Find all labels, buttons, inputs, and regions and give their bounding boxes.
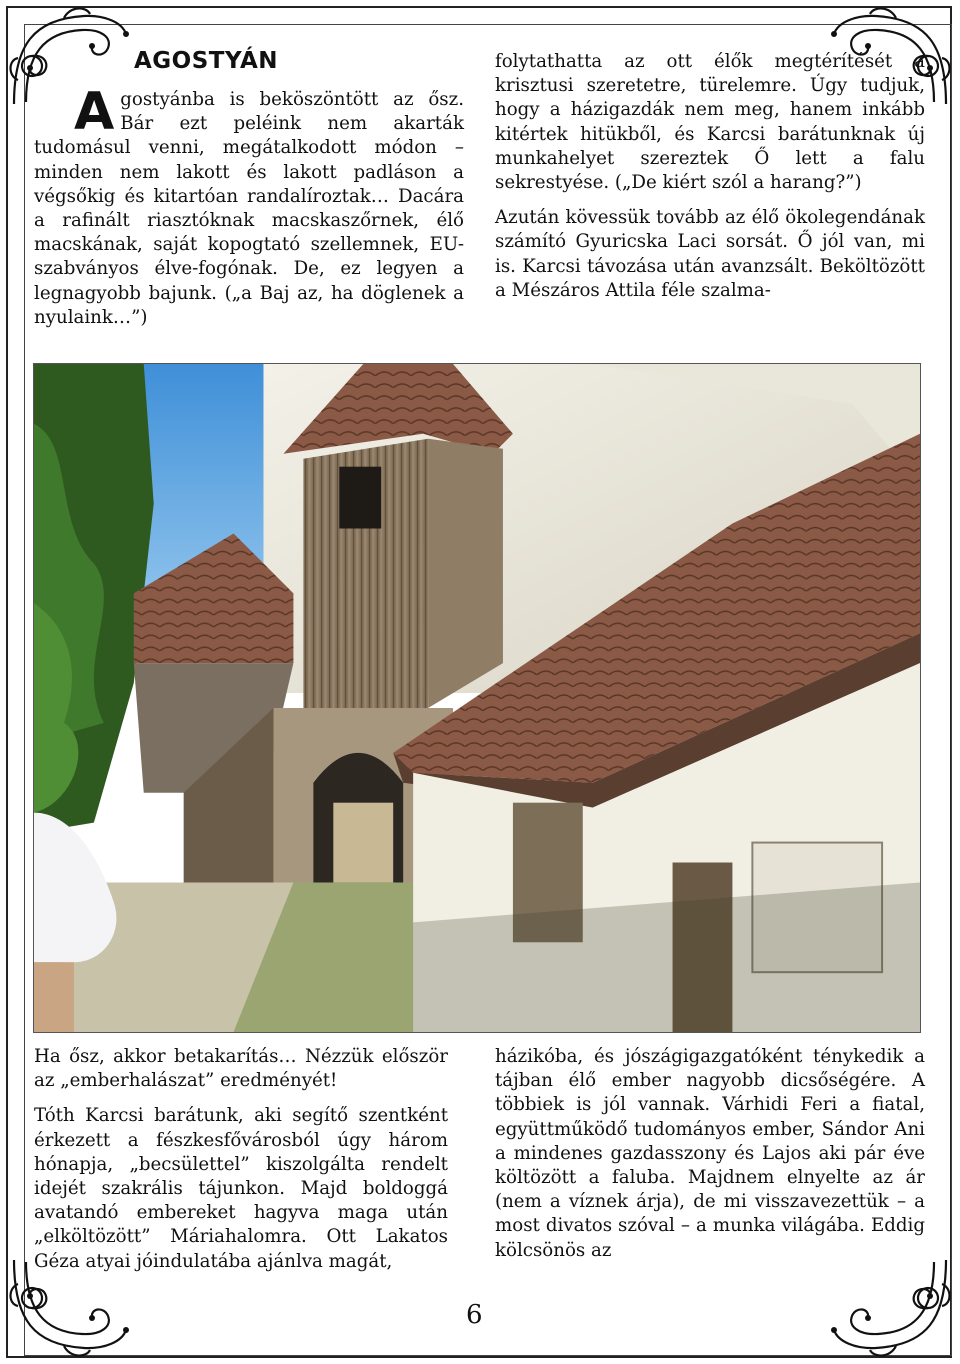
intro-paragraph [34, 82, 464, 330]
right-bottom-column [495, 1045, 925, 1274]
intro-column [34, 82, 464, 341]
article-title: AGOSTYÁN [134, 48, 278, 74]
paragraph: Ha ősz, akkor betakarítás… Nézzük először az „emberhalászat” eredményét! [34, 1046, 448, 1092]
right-top-column [495, 50, 925, 314]
village-bell-tower-photo [33, 363, 921, 1033]
left-bottom-column [34, 1045, 448, 1285]
paragraph: folytathatta az ott élők megtérítését a krisztusi szeretetre, türelemre. Úgy tudjuk, hogy a házigazdák nem meg, hanem inkább kitértek hitükből, és Karcsi barátunknak új munkahelyet szereztek Ő lett a falu sekrestyése. („De kiért szól a harang?”) [495, 51, 925, 194]
drop-cap: A [74, 82, 115, 142]
intro-text: gostyánba is beköszöntött az ősz. Bár ezt peléink nem akarták tudomásul venni, megátalkodott módon – minden nem lakott és lakott padláson a végsőkig és kitartóan randalíroztak… Dacára a rafinált riasztóknak macskaszőrnek, élő macskának, saját kopogtató szellemnek, EU-szabványos élve-fogónak. De, ez legyen a legnagyobb bajunk. („a Baj az, ha döglenek a nyulaink…”) [34, 89, 464, 328]
paragraph: Tóth Karcsi barátunk, aki segítő szentként érkezett a fészkesfővárosból úgy három hónapja, „becsülettel” kiszolgálta rendelt idejét szakrális tájunkon. Majd boldoggá avatandó embereket hagyva maga után „elköltözött” Máriahalomra. Ott Lakatos Géza atyai jóindulatába ajánlva magát, [34, 1105, 448, 1272]
page-number: 6 [466, 1300, 483, 1330]
paragraph: Azután kövessük tovább az élő ökolegendának számító Gyuricska Laci sorsát. Ő jól van, mi is. Karcsi távozása után avanzsált. Beköltözött a Mészáros Attila féle szalma- [495, 207, 925, 301]
paragraph: házikóba, és jószágigazgatóként ténykedik a tájban élő ember nagyobb dicsőségére. A többiek is jól vannak. Várhidi Feri a fiatal, együttműködő tudományos ember, Sándor Ani a mindenes gazdasszony és Lajos aki pár éve költözött a faluba. Majdnem elnyelte az ár (nem a víznek árja), de mi visszavezettük – a most divatos szóval – a munka világába. Eddig kölcsönös az [495, 1046, 925, 1261]
